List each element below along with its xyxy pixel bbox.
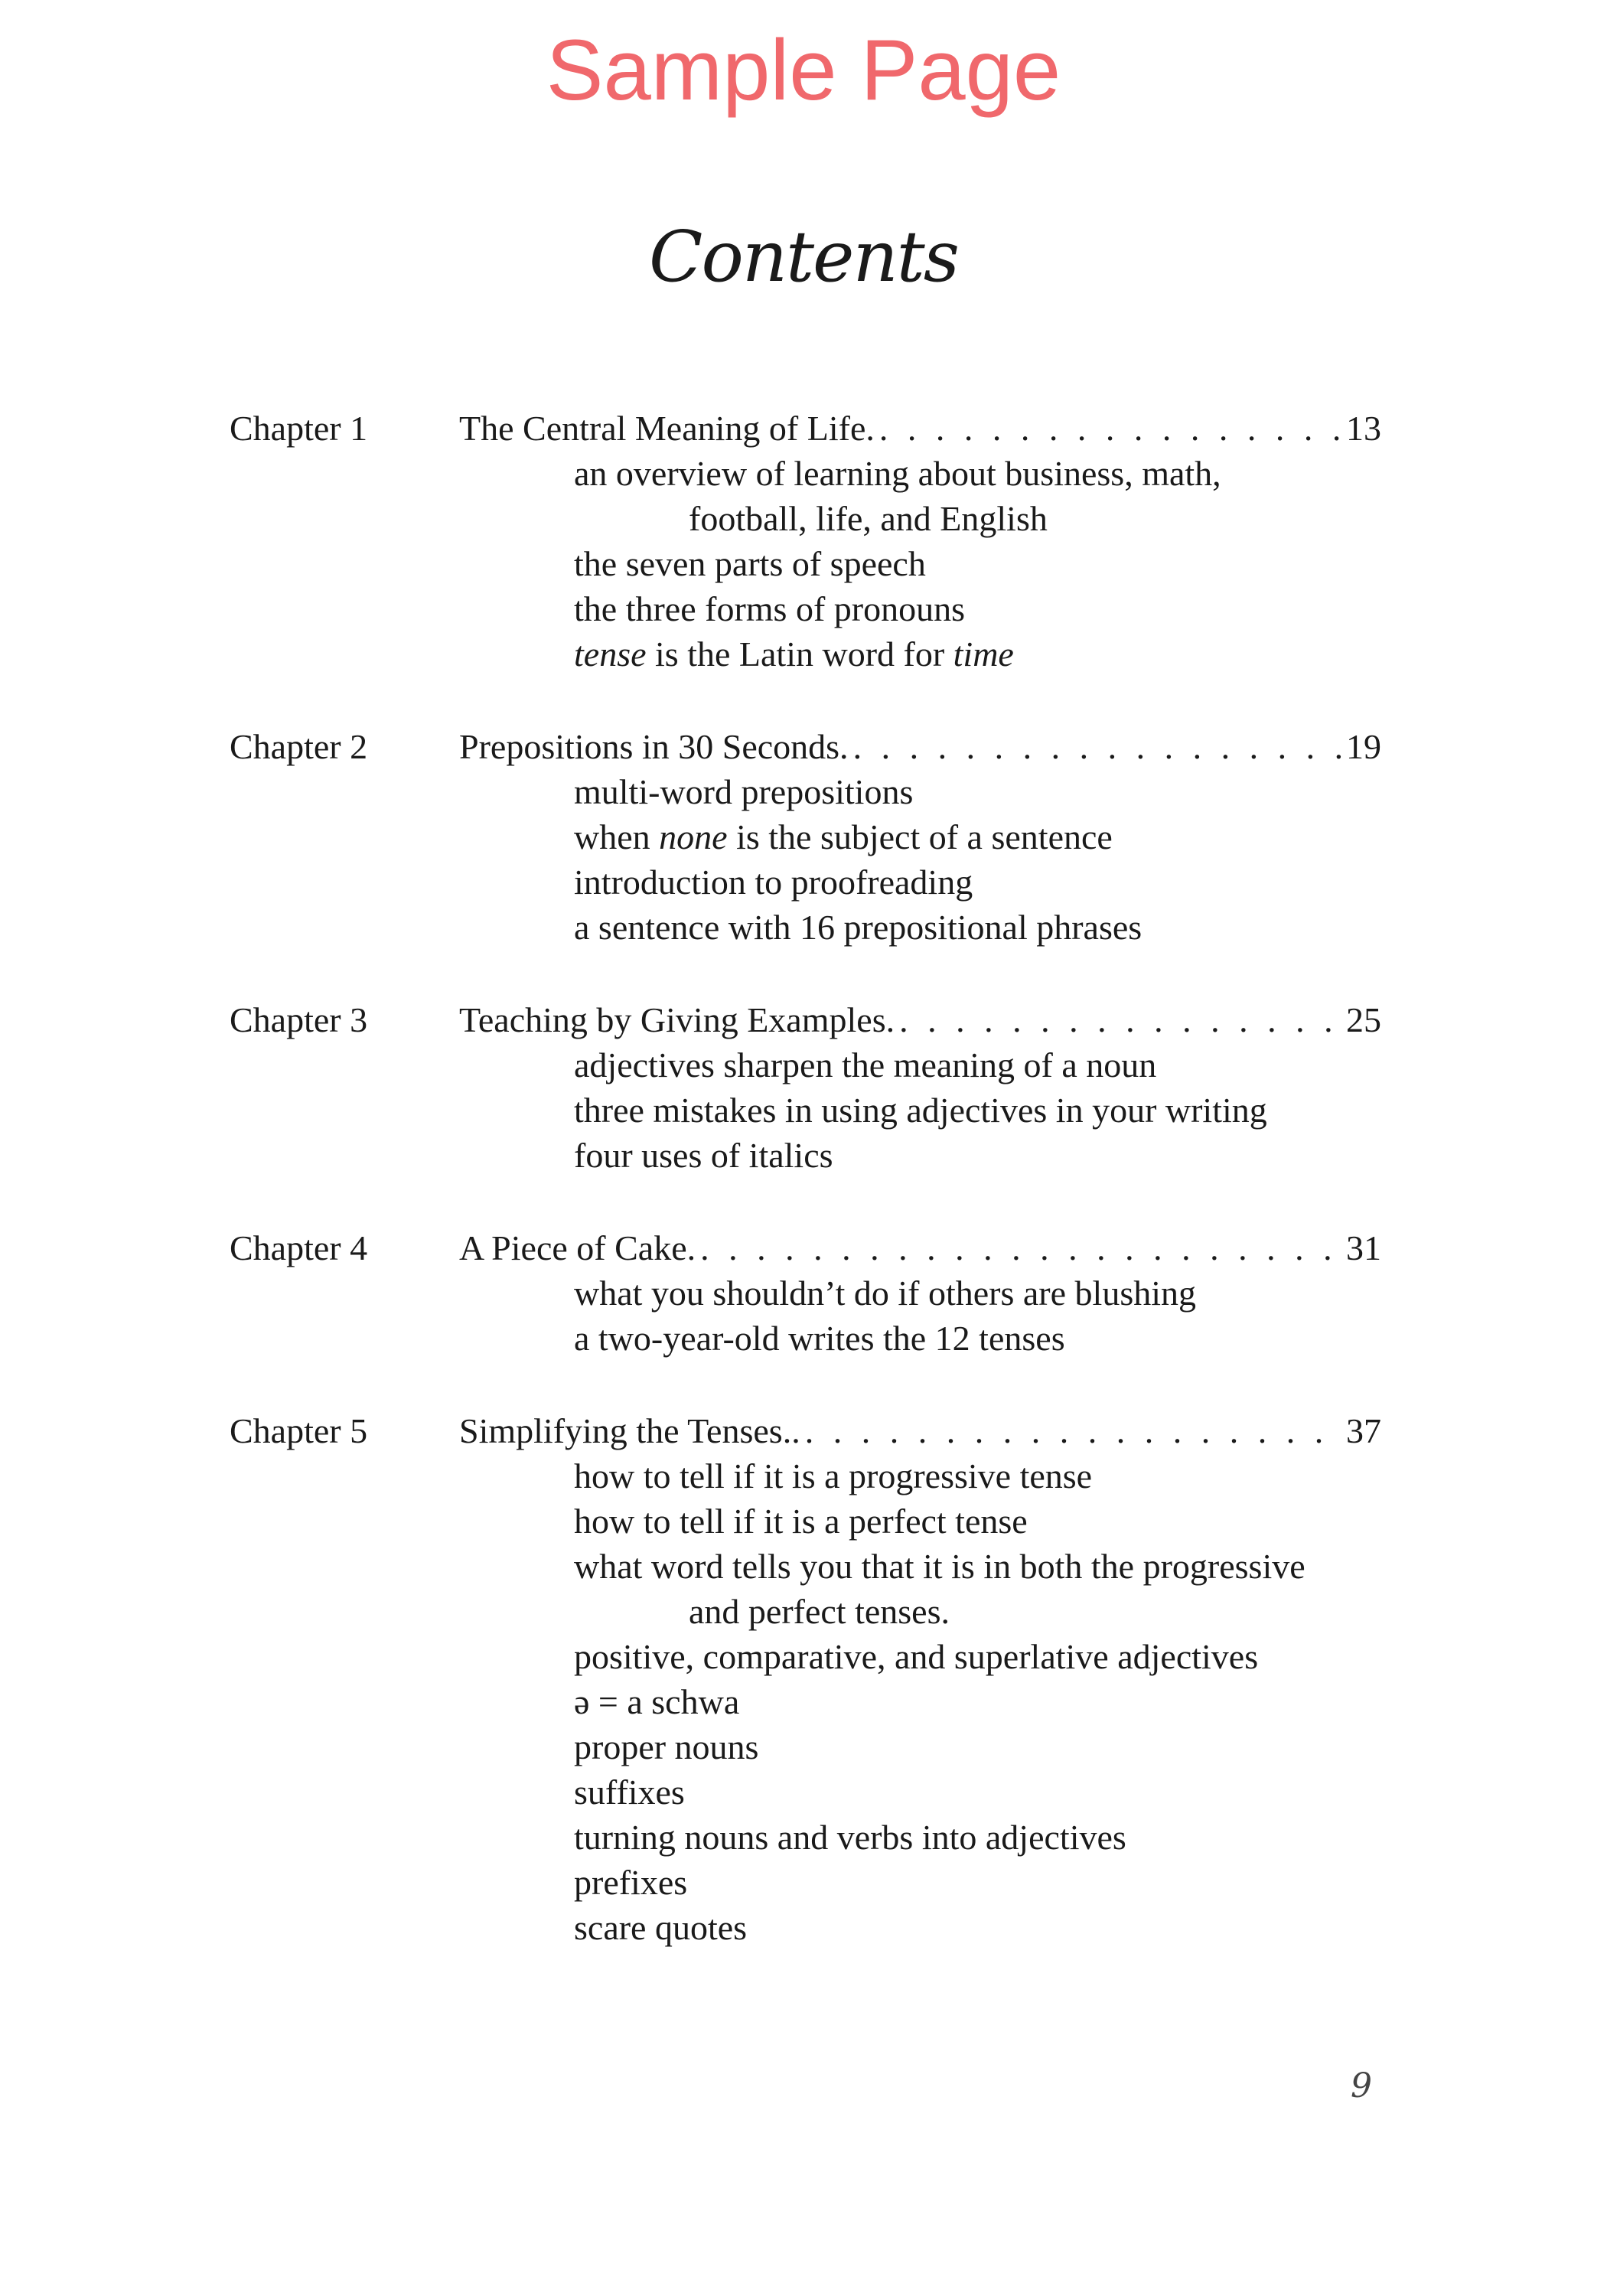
topic-item: the seven parts of speech [574, 544, 926, 583]
topic-item [574, 451, 1381, 541]
toc-chapter-3 [230, 997, 1381, 1178]
topic-item: what you shouldn’t do if others are blushing [574, 1274, 1196, 1313]
topic-item: suffixes [574, 1773, 685, 1812]
topic-text: is the subject of a sentence [727, 817, 1113, 856]
topic-continuation: and perfect tenses. [689, 1592, 950, 1631]
dot-leader [853, 724, 1343, 769]
dot-leader [700, 1225, 1343, 1270]
chapter-page-ref: 37 [1346, 1411, 1381, 1450]
topic-list [459, 1270, 1381, 1361]
toc-chapter-4 [230, 1225, 1381, 1361]
topic-item: prefixes [574, 1863, 688, 1902]
topic-item: adjectives sharpen the meaning of a noun [574, 1045, 1157, 1084]
chapter-label: Chapter 3 [230, 1000, 368, 1039]
italic-term: tense [574, 634, 647, 673]
chapter-page-ref: 13 [1346, 409, 1381, 448]
topic-item: positive, comparative, and superlative adjectives [574, 1637, 1259, 1676]
toc-chapter-1 [230, 406, 1381, 677]
chapter-label: Chapter 5 [230, 1411, 368, 1450]
sample-page-watermark: Sample Page [546, 22, 1061, 118]
chapter-label: Chapter 2 [230, 727, 368, 766]
chapter-title: Simplifying the Tenses.. [459, 1411, 800, 1450]
chapter-body [459, 1225, 1381, 1361]
topic-list [459, 1453, 1381, 1950]
topic-item: introduction to proofreading [574, 863, 973, 902]
chapter-title-line [459, 1225, 1381, 1270]
page-number: 9 [1351, 2066, 1372, 2105]
topic-item: the three forms of pronouns [574, 589, 965, 628]
chapter-title-line [459, 724, 1381, 769]
topic-line: an overview of learning about business, math, [574, 454, 1221, 493]
topic-text: when [574, 817, 660, 856]
topic-item: ə = a schwa [574, 1682, 740, 1721]
chapter-label: Chapter 1 [230, 409, 368, 448]
toc-chapter-5 [230, 1408, 1381, 1950]
topic-item: three mistakes in using adjectives in your writing [574, 1091, 1267, 1130]
chapter-body [459, 1408, 1381, 1950]
topic-list [459, 1042, 1381, 1178]
italic-term: none [659, 817, 728, 856]
topic-item: scare quotes [574, 1908, 748, 1947]
italic-term: time [953, 634, 1014, 673]
chapter-body [459, 997, 1381, 1178]
topic-item: a sentence with 16 prepositional phrases [574, 908, 1143, 947]
topic-text: is the Latin word for [646, 634, 953, 673]
topic-item [574, 631, 1381, 677]
chapter-title: Prepositions in 30 Seconds. [459, 727, 849, 766]
topic-item: turning nouns and verbs into adjectives [574, 1818, 1126, 1857]
chapter-body [459, 406, 1381, 677]
chapter-title-line [459, 997, 1381, 1042]
chapter-title-line [459, 1408, 1381, 1453]
chapter-title: The Central Meaning of Life. [459, 409, 875, 448]
chapter-page-ref: 31 [1346, 1228, 1381, 1267]
topic-list [459, 451, 1381, 677]
chapter-page-ref: 25 [1346, 1000, 1381, 1039]
topic-continuation: football, life, and English [689, 499, 1048, 538]
table-of-contents [230, 406, 1381, 1950]
topic-item: how to tell if it is a progressive tense [574, 1456, 1093, 1495]
chapter-title-line [459, 406, 1381, 451]
topic-list [459, 769, 1381, 950]
toc-chapter-2 [230, 724, 1381, 950]
dot-leader [899, 997, 1343, 1042]
chapter-title: Teaching by Giving Examples. [459, 1000, 895, 1039]
chapter-page-ref: 19 [1346, 727, 1381, 766]
dot-leader [879, 406, 1343, 451]
topic-item [574, 814, 1381, 859]
topic-item: a two-year-old writes the 12 tenses [574, 1319, 1065, 1358]
topic-item [574, 1544, 1381, 1634]
contents-heading: Contents [649, 216, 958, 298]
topic-item: how to tell if it is a perfect tense [574, 1502, 1028, 1541]
dot-leader [805, 1408, 1343, 1453]
topic-item: multi-word prepositions [574, 772, 914, 811]
chapter-title: A Piece of Cake. [459, 1228, 696, 1267]
chapter-body [459, 724, 1381, 950]
topic-line: what word tells you that it is in both the progressive [574, 1547, 1305, 1586]
topic-item: proper nouns [574, 1727, 759, 1766]
chapter-label: Chapter 4 [230, 1228, 368, 1267]
topic-item: four uses of italics [574, 1136, 833, 1175]
